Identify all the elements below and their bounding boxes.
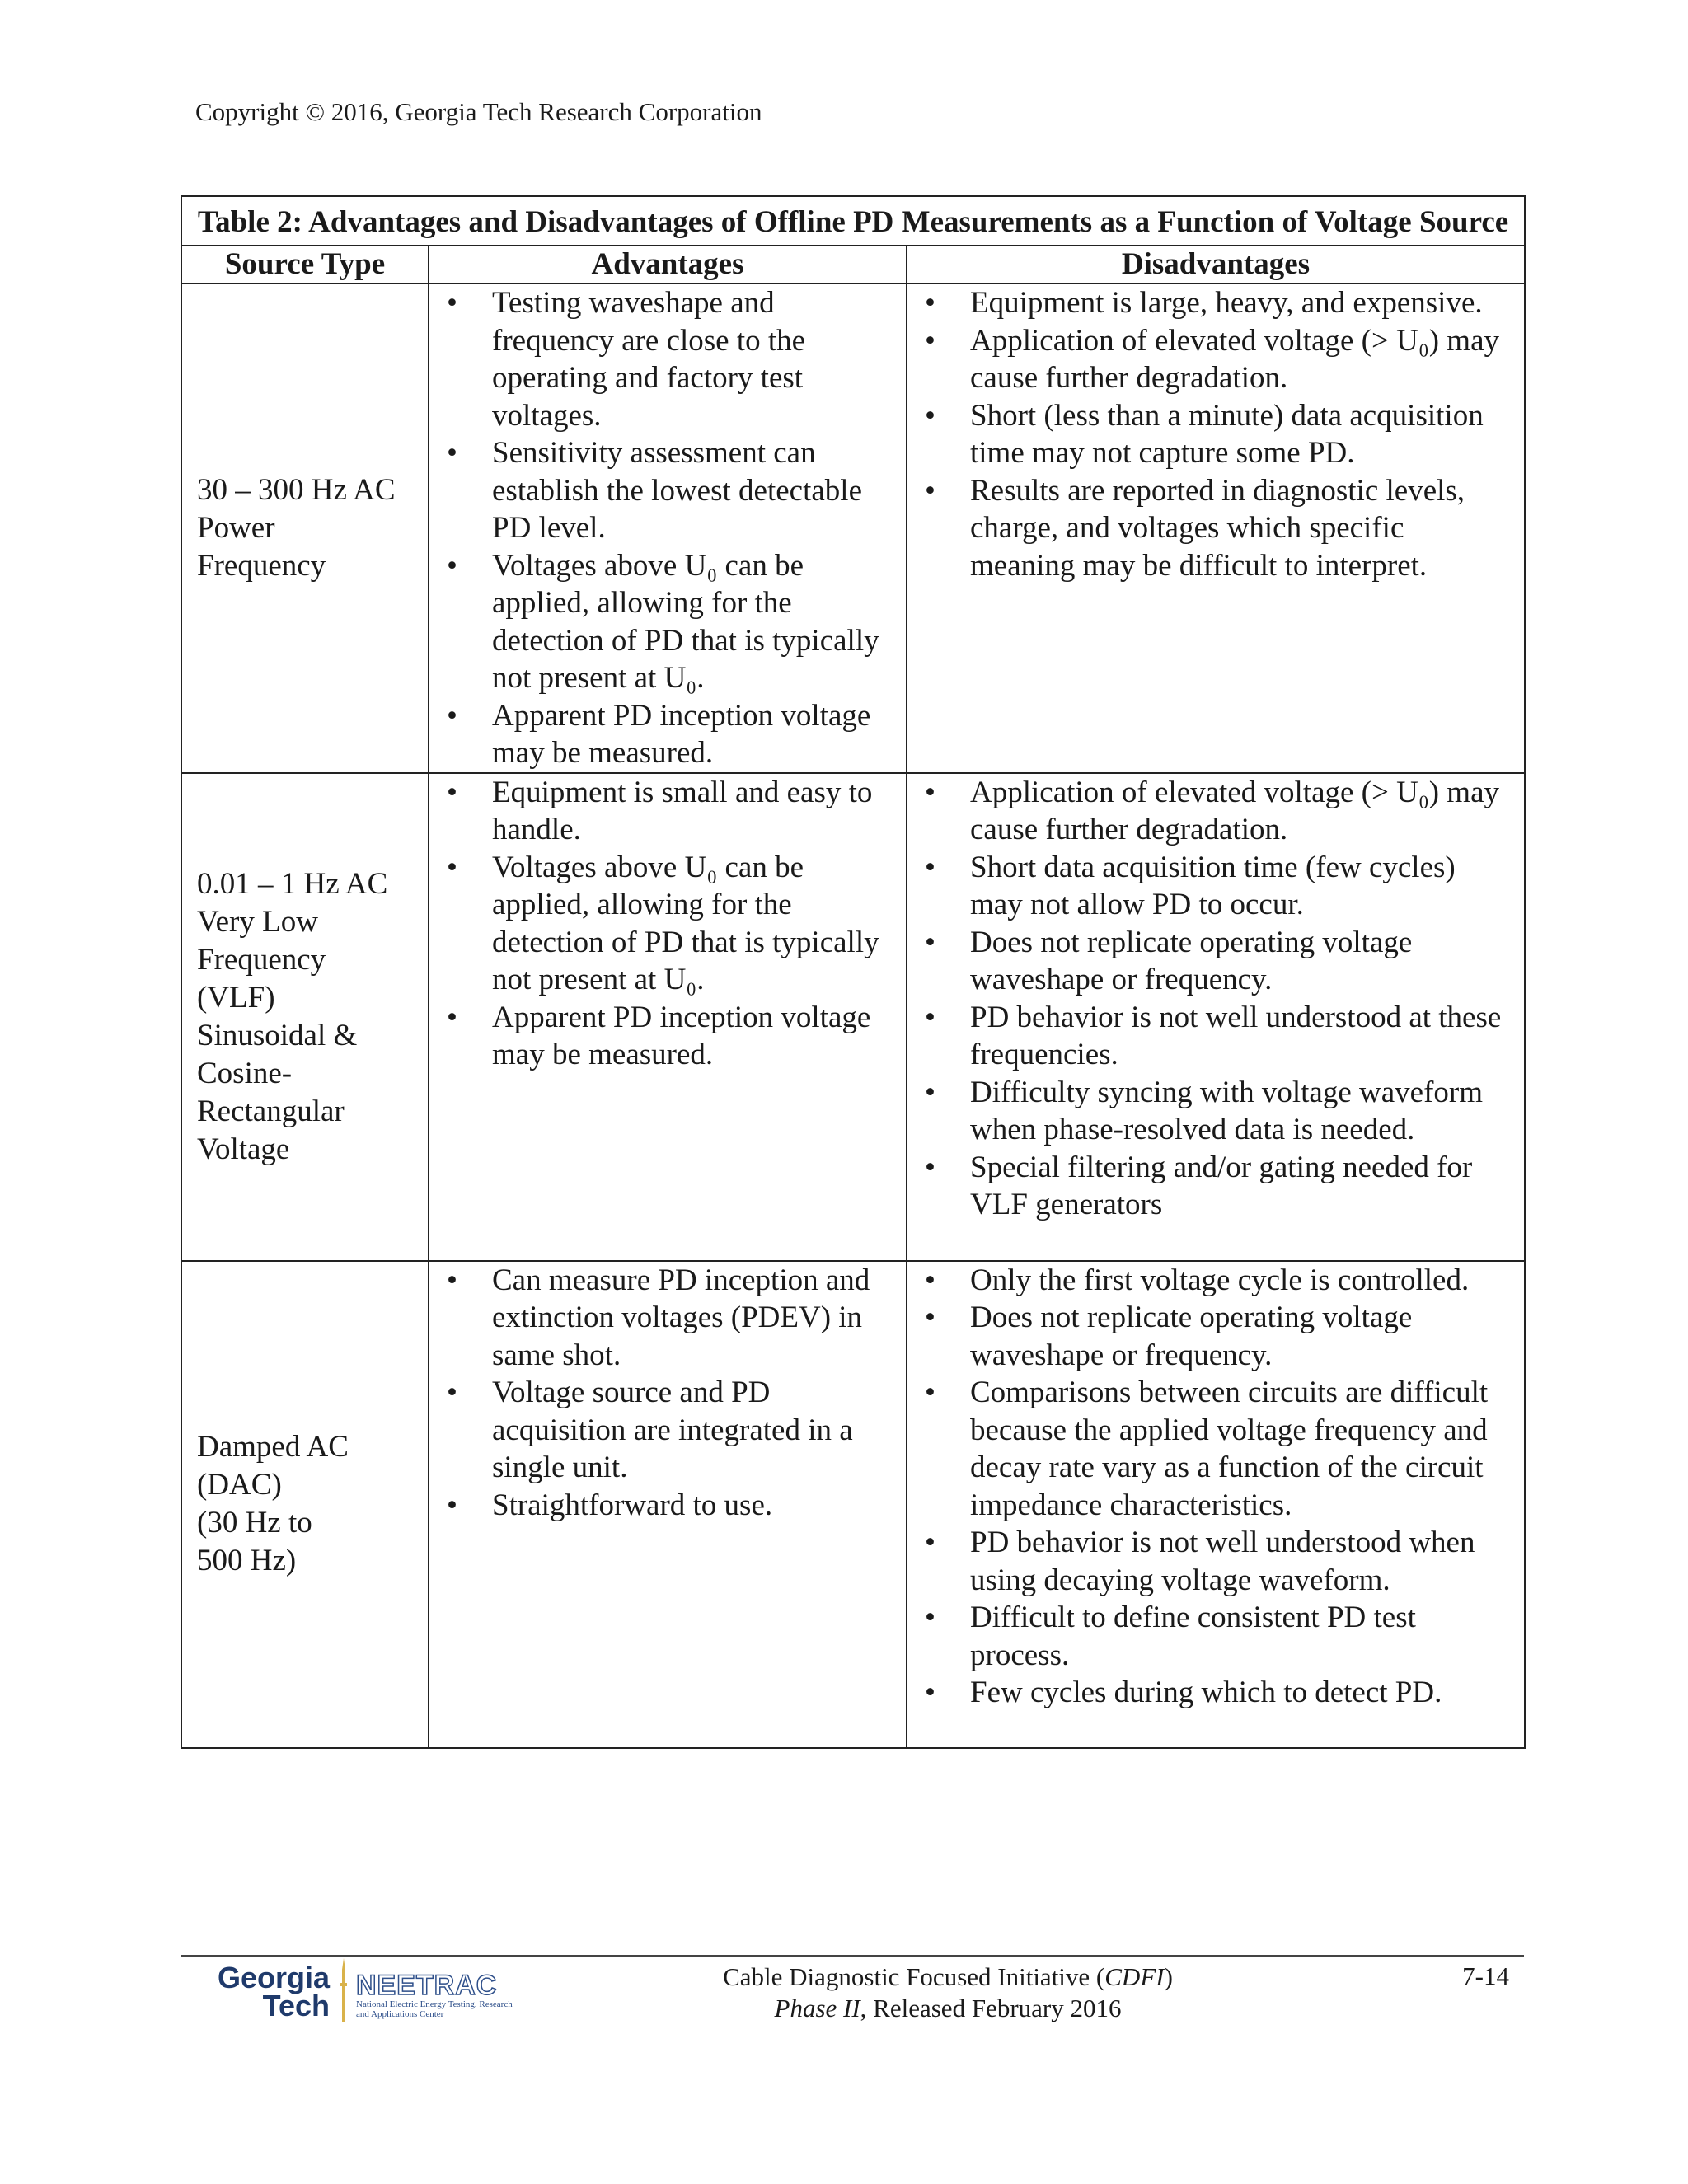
tower-icon — [338, 1958, 349, 2022]
source-type-cell — [181, 284, 429, 773]
bullet-icon: • — [925, 1301, 935, 1334]
bullet-icon: • — [925, 1150, 935, 1184]
list-item-text: Does not replicate operating voltage waveshape or frequency. — [970, 1301, 1413, 1372]
table-row — [181, 773, 1525, 1261]
advantages-table — [181, 195, 1526, 1749]
advantages-cell — [429, 1261, 907, 1748]
list-item — [429, 1487, 906, 1525]
list-item-text: Apparent PD inception voltage may be measured. — [492, 698, 871, 770]
list-item-text: Voltage source and PD acquisition are integrated in a single unit. — [492, 1376, 853, 1484]
bullet-icon: • — [447, 548, 457, 583]
bullet-icon: • — [925, 1376, 935, 1409]
bullet-icon: • — [925, 925, 935, 959]
source-type-line: 0.01 – 1 Hz AC — [197, 866, 388, 901]
list-item — [907, 1374, 1524, 1524]
footer-title: Cable Diagnostic Focused Initiative (CDFI) — [723, 1962, 1173, 1991]
source-type-line: Damped AC — [197, 1430, 349, 1464]
source-type-line: Voltage — [197, 1132, 290, 1166]
bullet-icon: • — [447, 850, 457, 884]
disadvantages-cell — [907, 1261, 1525, 1748]
list-item-text: Application of elevated voltage (> U₀) may cause further degradation. — [970, 323, 1499, 395]
list-item — [907, 924, 1524, 999]
list-item — [429, 434, 906, 547]
bullet-icon: • — [925, 1075, 935, 1109]
bullet-icon: • — [925, 1526, 935, 1559]
list-item-text: Difficult to define consistent PD test process. — [970, 1601, 1416, 1672]
list-item-text: Short (less than a minute) data acquisition time may not capture some PD. — [970, 398, 1484, 470]
source-type-line: (VLF) — [197, 980, 275, 1015]
column-header-disadvantages: Disadvantages — [907, 246, 1525, 284]
disadvantages-cell — [907, 773, 1525, 1261]
bullet-icon: • — [447, 436, 457, 470]
list-item-text: Few cycles during which to detect PD. — [970, 1675, 1442, 1709]
list-item-text: Results are reported in diagnostic levels, charge, and voltages which specific meaning may be difficult to interpret. — [970, 473, 1465, 583]
list-item — [907, 1262, 1524, 1300]
table-row — [181, 1261, 1525, 1748]
bullet-icon: • — [925, 850, 935, 884]
source-type-cell — [181, 773, 429, 1261]
list-item-text: Comparisons between circuits are difficult because the applied voltage frequency and decay rate vary as a function of the circuit impedance characteristics. — [970, 1376, 1489, 1522]
copyright-notice: Copyright © 2016, Georgia Tech Research Corporation — [195, 97, 762, 126]
list-item — [907, 1599, 1524, 1674]
list-item-text: Only the first voltage cycle is controlled. — [970, 1263, 1470, 1297]
list-item — [429, 1262, 906, 1375]
list-item — [429, 999, 906, 1074]
bullet-icon: • — [447, 1488, 457, 1522]
page-number: 7-14 — [1462, 1961, 1509, 1990]
list-item — [907, 1074, 1524, 1149]
list-item — [907, 774, 1524, 849]
list-item — [429, 284, 906, 434]
logo-neetrac-text: NEETRAC — [356, 1970, 498, 2001]
bullet-icon: • — [447, 1000, 457, 1034]
bullet-icon: • — [925, 1263, 935, 1297]
logo-georgia-text: Georgia — [217, 1961, 330, 1994]
column-header-source: Source Type — [181, 246, 429, 284]
list-item-text: Voltages above U₀ can be applied, allowing for the detection of PD that is typically not present at U₀. — [492, 548, 879, 695]
neetrac-logo — [356, 1971, 537, 2022]
list-item — [907, 284, 1524, 322]
list-item-text: Apparent PD inception voltage may be measured. — [492, 1000, 871, 1071]
bullet-icon: • — [925, 775, 935, 809]
list-item-text: Special filtering and/or gating needed for VLF generators — [970, 1150, 1473, 1221]
logo-neetrac-subtitle: and Applications Center — [356, 2009, 444, 2019]
list-item — [907, 397, 1524, 472]
list-item-text: Can measure PD inception and extinction voltages (PDEV) in same shot. — [492, 1263, 870, 1372]
list-item-text: Straightforward to use. — [492, 1488, 773, 1522]
advantages-cell — [429, 284, 907, 773]
footer-release: Phase II, Released February 2016 — [774, 1994, 1122, 2022]
list-item — [429, 849, 906, 999]
list-item-text: Short data acquisition time (few cycles) may not allow PD to occur. — [970, 850, 1456, 921]
bullet-icon: • — [925, 323, 935, 358]
bullet-icon: • — [447, 698, 457, 733]
list-item — [907, 1299, 1524, 1374]
source-type-line: (30 Hz to — [197, 1506, 312, 1540]
bullet-icon: • — [925, 286, 935, 320]
source-type-line: Rectangular — [197, 1094, 345, 1128]
list-item-text: Voltages above U₀ can be applied, allowing for the detection of PD that is typically not present at U₀. — [492, 850, 879, 996]
list-item — [907, 322, 1524, 397]
disadvantages-cell — [907, 284, 1525, 773]
list-item-text: PD behavior is not well understood when using decaying voltage waveform. — [970, 1526, 1475, 1597]
source-type-line: (DAC) — [197, 1468, 282, 1502]
column-header-advantages: Advantages — [429, 246, 907, 284]
source-type-line: 500 Hz) — [197, 1544, 297, 1577]
logo-neetrac-subtitle: National Electric Energy Testing, Research — [356, 1999, 513, 2009]
list-item — [907, 1674, 1524, 1712]
list-item-text: Sensitivity assessment can establish the lowest detectable PD level. — [492, 436, 862, 545]
bullet-icon: • — [925, 473, 935, 508]
footer-divider — [181, 1955, 1524, 1957]
source-type-line: Frequency — [197, 942, 326, 977]
list-item-text: Equipment is large, heavy, and expensive. — [970, 286, 1483, 320]
bullet-icon: • — [447, 1376, 457, 1409]
list-item — [907, 999, 1524, 1074]
bullet-icon: • — [925, 1675, 935, 1709]
list-item — [429, 547, 906, 697]
list-item-text: Application of elevated voltage (> U₀) may cause further degradation. — [970, 775, 1499, 846]
list-item — [907, 1149, 1524, 1224]
list-item-text: Does not replicate operating voltage waveshape or frequency. — [970, 925, 1413, 996]
list-item-text: Equipment is small and easy to handle. — [492, 775, 873, 846]
table-row — [181, 284, 1525, 773]
bullet-icon: • — [447, 775, 457, 809]
source-type-cell — [181, 1261, 429, 1748]
advantages-cell — [429, 773, 907, 1261]
table-title: Table 2: Advantages and Disadvantages of Offline PD Measurements as a Function of Voltage Source — [181, 196, 1525, 246]
source-type-line: Very Low — [197, 904, 318, 939]
source-type-line: Sinusoidal & — [197, 1018, 358, 1052]
georgia-tech-logo — [196, 1963, 330, 2021]
list-item-text: Testing waveshape and frequency are close to the operating and factory test voltages. — [492, 286, 806, 433]
logo-tech-text: Tech — [262, 1989, 330, 2022]
list-item — [907, 472, 1524, 585]
bullet-icon: • — [447, 286, 457, 320]
bullet-icon: • — [447, 1263, 457, 1297]
list-item — [907, 849, 1524, 924]
list-item-text: PD behavior is not well understood at these frequencies. — [970, 1000, 1502, 1071]
bullet-icon: • — [925, 1601, 935, 1634]
source-type-line: 30 – 300 Hz AC — [197, 472, 396, 507]
source-type-line: Cosine- — [197, 1056, 293, 1090]
list-item — [429, 697, 906, 772]
list-item-text: Difficulty syncing with voltage waveform when phase-resolved data is needed. — [970, 1075, 1484, 1146]
bullet-icon: • — [925, 1000, 935, 1034]
source-type-line: Power — [197, 510, 275, 545]
list-item — [429, 774, 906, 849]
list-item — [429, 1374, 906, 1487]
list-item — [907, 1524, 1524, 1599]
bullet-icon: • — [925, 398, 935, 433]
source-type-line: Frequency — [197, 548, 326, 583]
